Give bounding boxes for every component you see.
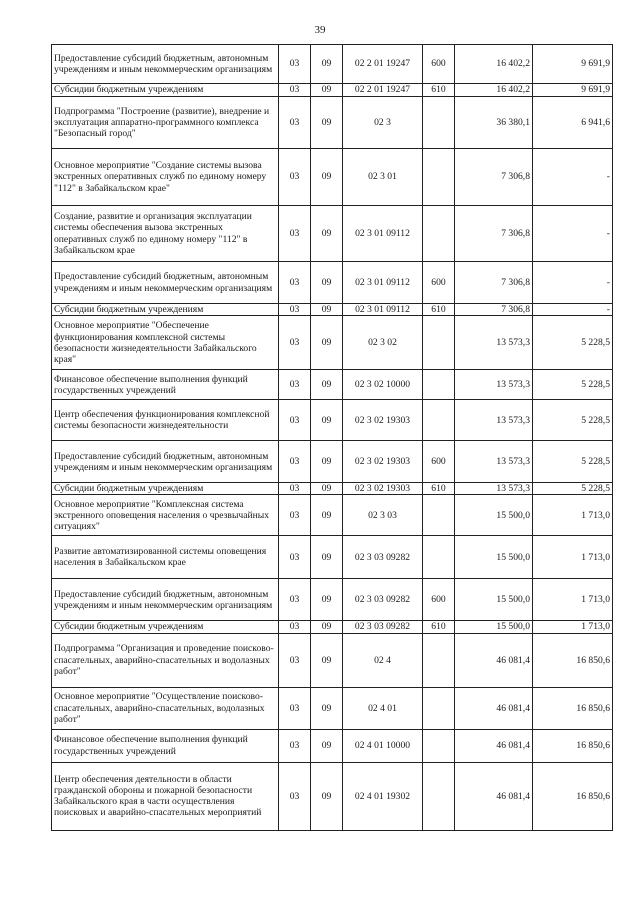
rz-code: 03: [279, 762, 311, 830]
csr-code: 02 3 02 19303: [343, 400, 423, 441]
plan-amount: 16 402,2: [455, 45, 533, 84]
row-name: Основное мероприятие "Обеспечение функционирования комплексной системы безопасности жизнедеятельности Забайкальского края": [52, 316, 279, 370]
pr-code: 09: [311, 579, 343, 621]
fact-amount: 16 850,6: [533, 762, 613, 830]
csr-code: 02 2 01 19247: [343, 45, 423, 84]
pr-code: 09: [311, 687, 343, 729]
pr-code: 09: [311, 729, 343, 762]
plan-amount: 13 573,3: [455, 441, 533, 483]
pr-code: 09: [311, 370, 343, 400]
page-number: 39: [314, 24, 326, 36]
csr-code: 02 3 02 19303: [343, 483, 423, 495]
rz-code: 03: [279, 45, 311, 84]
table-row: [52, 621, 613, 633]
plan-amount: 7 306,8: [455, 262, 533, 304]
rz-code: 03: [279, 495, 311, 536]
table-row: [52, 687, 613, 729]
table-row: [52, 304, 613, 316]
fact-amount: 6 941,6: [533, 97, 613, 149]
plan-amount: 13 573,3: [455, 370, 533, 400]
vr-code: 600: [423, 579, 455, 621]
plan-amount: 7 306,8: [455, 206, 533, 262]
table-row: [52, 370, 613, 400]
table-row: [52, 262, 613, 304]
row-name: Подпрограмма "Построение (развитие), внедрение и эксплуатация аппаратно-программного комплекса "Безопасный город": [52, 97, 279, 149]
pr-code: 09: [311, 262, 343, 304]
rz-code: 03: [279, 304, 311, 316]
row-name: Предоставление субсидий бюджетным, автономным учреждениям и иным некоммерческим организациям: [52, 441, 279, 483]
vr-code: [423, 687, 455, 729]
table-row: [52, 400, 613, 441]
fact-amount: -: [533, 149, 613, 206]
vr-code: [423, 762, 455, 830]
vr-code: [423, 536, 455, 579]
table-row: [52, 495, 613, 536]
fact-amount: 16 850,6: [533, 687, 613, 729]
fact-amount: -: [533, 262, 613, 304]
fact-amount: 5 228,5: [533, 316, 613, 370]
budget-table-body: [52, 45, 613, 831]
vr-code: [423, 495, 455, 536]
fact-amount: 1 713,0: [533, 536, 613, 579]
fact-amount: 5 228,5: [533, 441, 613, 483]
row-name: Основное мероприятие "Осуществление поисково-спасательных, аварийно-спасательных, водолазных работ": [52, 687, 279, 729]
fact-amount: 5 228,5: [533, 483, 613, 495]
plan-amount: 13 573,3: [455, 483, 533, 495]
rz-code: 03: [279, 84, 311, 97]
table-row: [52, 536, 613, 579]
table-row: [52, 316, 613, 370]
csr-code: 02 3 03 09282: [343, 621, 423, 633]
row-name: Финансовое обеспечение выполнения функций государственных учреждений: [52, 370, 279, 400]
csr-code: 02 2 01 19247: [343, 84, 423, 97]
vr-code: 600: [423, 45, 455, 84]
rz-code: 03: [279, 370, 311, 400]
row-name: Центр обеспечения функционирования комплексной системы безопасности жизнедеятельности: [52, 400, 279, 441]
pr-code: 09: [311, 762, 343, 830]
table-row: [52, 729, 613, 762]
vr-code: 610: [423, 84, 455, 97]
table-row: [52, 206, 613, 262]
plan-amount: 15 500,0: [455, 621, 533, 633]
rz-code: 03: [279, 687, 311, 729]
table-row: [52, 633, 613, 687]
pr-code: 09: [311, 206, 343, 262]
plan-amount: 13 573,3: [455, 400, 533, 441]
vr-code: [423, 729, 455, 762]
table-row: [52, 45, 613, 84]
row-name: Субсидии бюджетным учреждениям: [52, 621, 279, 633]
csr-code: 02 3 01 09112: [343, 304, 423, 316]
csr-code: 02 3 02 19303: [343, 441, 423, 483]
pr-code: 09: [311, 441, 343, 483]
row-name: Субсидии бюджетным учреждениям: [52, 483, 279, 495]
csr-code: 02 4 01 10000: [343, 729, 423, 762]
vr-code: 610: [423, 483, 455, 495]
csr-code: 02 3 02: [343, 316, 423, 370]
pr-code: 09: [311, 149, 343, 206]
budget-table: [51, 44, 613, 831]
table-row: [52, 97, 613, 149]
row-name: Центр обеспечения деятельности в области гражданской обороны и пожарной безопасности Забайкальского края в части осуществления поисковых и аварийно-спасательных мероприятий: [52, 762, 279, 830]
plan-amount: 46 081,4: [455, 762, 533, 830]
plan-amount: 13 573,3: [455, 316, 533, 370]
csr-code: 02 3 01: [343, 149, 423, 206]
fact-amount: 9 691,9: [533, 45, 613, 84]
pr-code: 09: [311, 483, 343, 495]
rz-code: 03: [279, 483, 311, 495]
plan-amount: 7 306,8: [455, 149, 533, 206]
vr-code: [423, 97, 455, 149]
row-name: Предоставление субсидий бюджетным, автономным учреждениям и иным некоммерческим организациям: [52, 579, 279, 621]
rz-code: 03: [279, 621, 311, 633]
pr-code: 09: [311, 45, 343, 84]
pr-code: 09: [311, 84, 343, 97]
pr-code: 09: [311, 316, 343, 370]
vr-code: 610: [423, 304, 455, 316]
fact-amount: 1 713,0: [533, 621, 613, 633]
rz-code: 03: [279, 149, 311, 206]
vr-code: 610: [423, 621, 455, 633]
row-name: Финансовое обеспечение выполнения функций государственных учреждений: [52, 729, 279, 762]
pr-code: 09: [311, 536, 343, 579]
csr-code: 02 4: [343, 633, 423, 687]
table-row: [52, 762, 613, 830]
row-name: Предоставление субсидий бюджетным, автономным учреждениям и иным некоммерческим организациям: [52, 262, 279, 304]
pr-code: 09: [311, 495, 343, 536]
csr-code: 02 4 01: [343, 687, 423, 729]
fact-amount: 16 850,6: [533, 729, 613, 762]
row-name: Подпрограмма "Организация и проведение поисково-спасательных, аварийно-спасательных и водолазных работ": [52, 633, 279, 687]
row-name: Предоставление субсидий бюджетным, автономным учреждениям и иным некоммерческим организациям: [52, 45, 279, 84]
vr-code: 600: [423, 262, 455, 304]
rz-code: 03: [279, 536, 311, 579]
plan-amount: 15 500,0: [455, 495, 533, 536]
rz-code: 03: [279, 400, 311, 441]
row-name: Основное мероприятие "Комплексная система экстренного оповещения населения о чрезвычайных ситуациях": [52, 495, 279, 536]
plan-amount: 46 081,4: [455, 687, 533, 729]
rz-code: 03: [279, 633, 311, 687]
table-row: [52, 84, 613, 97]
csr-code: 02 3 01 09112: [343, 206, 423, 262]
rz-code: 03: [279, 206, 311, 262]
fact-amount: 9 691,9: [533, 84, 613, 97]
plan-amount: 16 402,2: [455, 84, 533, 97]
plan-amount: 46 081,4: [455, 729, 533, 762]
fact-amount: 1 713,0: [533, 579, 613, 621]
table-row: [52, 441, 613, 483]
csr-code: 02 3: [343, 97, 423, 149]
rz-code: 03: [279, 579, 311, 621]
plan-amount: 15 500,0: [455, 536, 533, 579]
fact-amount: 1 713,0: [533, 495, 613, 536]
pr-code: 09: [311, 621, 343, 633]
pr-code: 09: [311, 97, 343, 149]
pr-code: 09: [311, 304, 343, 316]
vr-code: [423, 400, 455, 441]
row-name: Развитие автоматизированной системы оповещения населения в Забайкальском крае: [52, 536, 279, 579]
vr-code: [423, 149, 455, 206]
row-name: Создание, развитие и организация эксплуатации системы обеспечения вызова экстренных оперативных служб по единому номеру "112" в Забайкальском крае: [52, 206, 279, 262]
rz-code: 03: [279, 729, 311, 762]
table-row: [52, 149, 613, 206]
row-name: Субсидии бюджетным учреждениям: [52, 84, 279, 97]
plan-amount: 46 081,4: [455, 633, 533, 687]
table-row: [52, 483, 613, 495]
fact-amount: 5 228,5: [533, 370, 613, 400]
fact-amount: 5 228,5: [533, 400, 613, 441]
plan-amount: 7 306,8: [455, 304, 533, 316]
csr-code: 02 3 03 09282: [343, 536, 423, 579]
vr-code: [423, 633, 455, 687]
rz-code: 03: [279, 316, 311, 370]
vr-code: [423, 370, 455, 400]
table-row: [52, 579, 613, 621]
plan-amount: 36 380,1: [455, 97, 533, 149]
vr-code: [423, 206, 455, 262]
fact-amount: -: [533, 206, 613, 262]
csr-code: 02 3 03 09282: [343, 579, 423, 621]
pr-code: 09: [311, 633, 343, 687]
rz-code: 03: [279, 97, 311, 149]
fact-amount: -: [533, 304, 613, 316]
row-name: Субсидии бюджетным учреждениям: [52, 304, 279, 316]
csr-code: 02 3 02 10000: [343, 370, 423, 400]
row-name: Основное мероприятие "Создание системы вызова экстренных оперативных служб по единому номеру "112" в Забайкальском крае": [52, 149, 279, 206]
plan-amount: 15 500,0: [455, 579, 533, 621]
csr-code: 02 4 01 19302: [343, 762, 423, 830]
vr-code: [423, 316, 455, 370]
fact-amount: 16 850,6: [533, 633, 613, 687]
vr-code: 600: [423, 441, 455, 483]
rz-code: 03: [279, 441, 311, 483]
rz-code: 03: [279, 262, 311, 304]
pr-code: 09: [311, 400, 343, 441]
csr-code: 02 3 03: [343, 495, 423, 536]
csr-code: 02 3 01 09112: [343, 262, 423, 304]
